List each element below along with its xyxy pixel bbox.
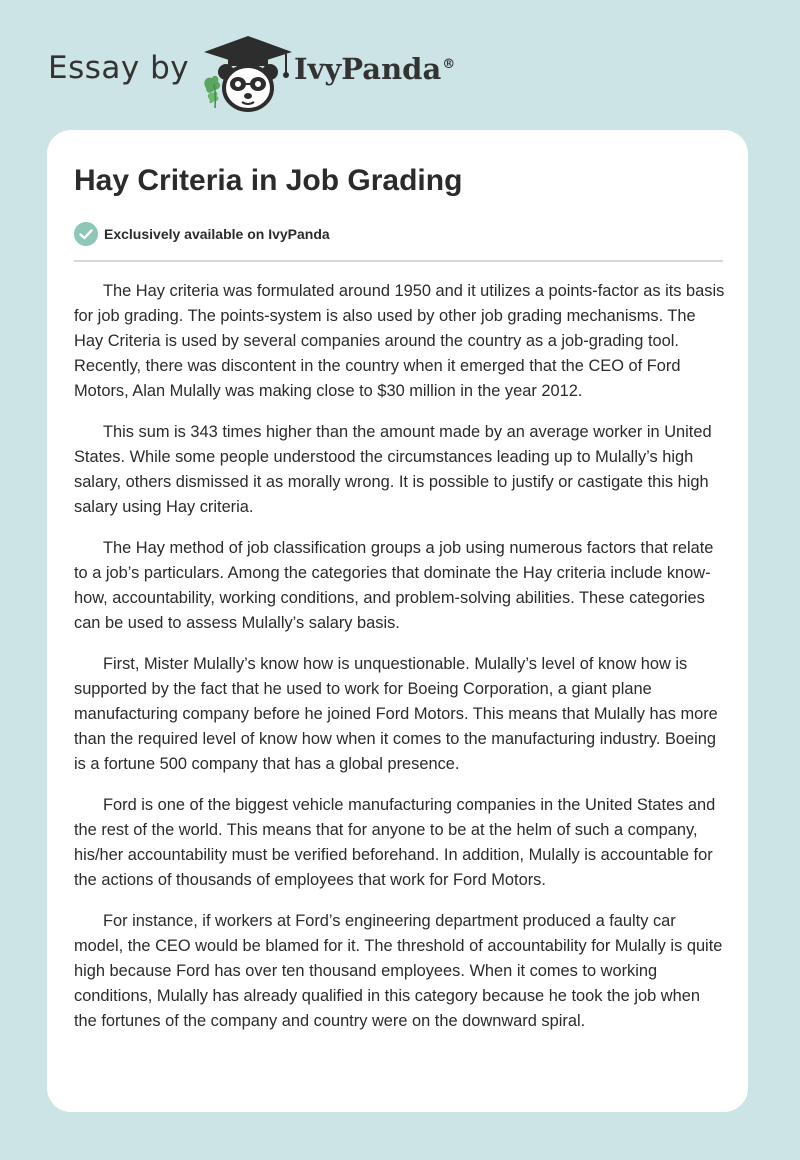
paragraph: For instance, if workers at Ford’s engineering department produced a faulty car model, the CEO would be blamed for it. The threshold of accountability for Mulally is quite high because Ford has over ten thousand employees. When it comes to working conditions, Mulally has already qualified in this category because he took the job when the fortunes of the company and country were on the downward spiral. [74, 912, 723, 1030]
paragraph: This sum is 343 times higher than the amount made by an average worker in United States. While some people understood the circumstances leading up to Mulally’s high salary, others dismissed it as morally wrong. It is possible to justify or castigate this high salary using Hay criteria. [74, 423, 712, 516]
paragraph: The Hay method of job classification groups a job using numerous factors that relate to a job’s particulars. Among the categories that dominate the Hay criteria include know-how, accountability, working conditions, and problem-solving abilities. These categories can be used to assess Mulally’s salary basis. [74, 539, 714, 632]
site-header [48, 30, 748, 110]
paragraph: Ford is one of the biggest vehicle manufacturing companies in the United States and the rest of the world. This means that for anyone to be at the helm of such a company, his/her accountability must be verified beforehand. In addition, Mulally is accountable for the actions of thousands of employees that work for Ford Motors. [74, 796, 716, 889]
divider [74, 260, 723, 262]
paragraph: The Hay criteria was formulated around 1950 and it utilizes a points-factor as its basis for job grading. The points-system is also used by other job grading mechanisms. The Hay Criteria is used by several companies around the country as a job-grading tool. Recently, there was discontent in the country when it emerged that the CEO of Ford Motors, Alan Mulally was making close to $30 million in the year 2012. [74, 282, 725, 400]
essay-by-label: Essay by [48, 50, 190, 86]
paragraph: First, Mister Mulally’s know how is unquestionable. Mulally’s level of know how is supported by the fact that he used to work for Boeing Corporation, a giant plane manufacturing company before he joined Ford Motors. This means that Mulally has more than the required level of know how when it comes to the manufacturing industry. Boeing is a fortune 500 company that has a global presence. [74, 655, 718, 773]
exclusive-badge [74, 222, 330, 246]
exclusive-badge-text: Exclusively available on IvyPanda [104, 226, 330, 242]
essay-card [47, 130, 748, 1112]
essay-body [74, 279, 726, 1050]
panda-graduation-cap-icon [200, 34, 296, 114]
brand-name: IvyPanda® [294, 52, 456, 86]
check-circle-icon [74, 222, 98, 246]
page-title: Hay Criteria in Job Grading [74, 164, 463, 197]
